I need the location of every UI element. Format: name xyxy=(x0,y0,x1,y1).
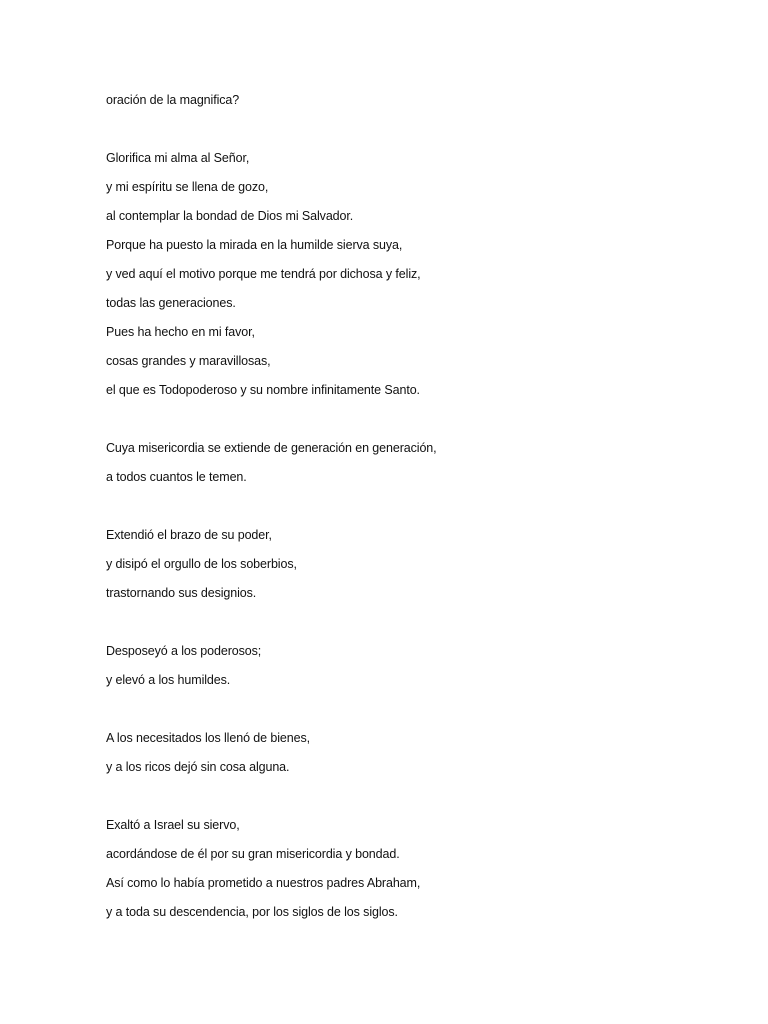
verse-line: a todos cuantos le temen. xyxy=(106,470,247,484)
verse-line: y mi espíritu se llena de gozo, xyxy=(106,180,269,194)
verse-line: Porque ha puesto la mirada en la humilde sierva suya, xyxy=(106,238,403,252)
document-title: oración de la magnifica? xyxy=(106,93,240,107)
blank-line xyxy=(106,610,706,639)
verse-line: Desposeyó a los poderosos; xyxy=(106,644,262,658)
verse-line: al contemplar la bondad de Dios mi Salvador. xyxy=(106,209,354,223)
verse-line: y elevó a los humildes. xyxy=(106,673,231,687)
verse-line: el que es Todopoderoso y su nombre infinitamente Santo. xyxy=(106,383,420,397)
verse-line: y a los ricos dejó sin cosa alguna. xyxy=(106,760,290,774)
verse-line: y disipó el orgullo de los soberbios, xyxy=(106,557,297,571)
stanza-1 xyxy=(106,146,706,407)
blank-line xyxy=(106,494,706,523)
document-body xyxy=(106,88,706,929)
verse-line: y ved aquí el motivo porque me tendrá por dichosa y feliz, xyxy=(106,267,421,281)
stanza-5 xyxy=(106,726,706,784)
verse-line: Exaltó a Israel su siervo, xyxy=(106,818,240,832)
verse-line: Cuya misericordia se extiende de generación en generación, xyxy=(106,441,437,455)
verse-line: y a toda su descendencia, por los siglos de los siglos. xyxy=(106,905,398,919)
verse-line: Extendió el brazo de su poder, xyxy=(106,528,272,542)
verse-line: Pues ha hecho en mi favor, xyxy=(106,325,255,339)
verse-line: todas las generaciones. xyxy=(106,296,236,310)
verse-line: Así como lo había prometido a nuestros padres Abraham, xyxy=(106,876,421,890)
verse-line: A los necesitados los llenó de bienes, xyxy=(106,731,310,745)
stanza-3 xyxy=(106,523,706,610)
verse-line: cosas grandes y maravillosas, xyxy=(106,354,271,368)
blank-line xyxy=(106,407,706,436)
verse-line: trastornando sus designios. xyxy=(106,586,257,600)
verse-line: acordándose de él por su gran misericordia y bondad. xyxy=(106,847,400,861)
blank-line xyxy=(106,117,706,146)
verse-line: Glorifica mi alma al Señor, xyxy=(106,151,250,165)
blank-line xyxy=(106,697,706,726)
stanza-2 xyxy=(106,436,706,494)
blank-line xyxy=(106,784,706,813)
stanza-4 xyxy=(106,639,706,697)
stanza-6 xyxy=(106,813,706,929)
